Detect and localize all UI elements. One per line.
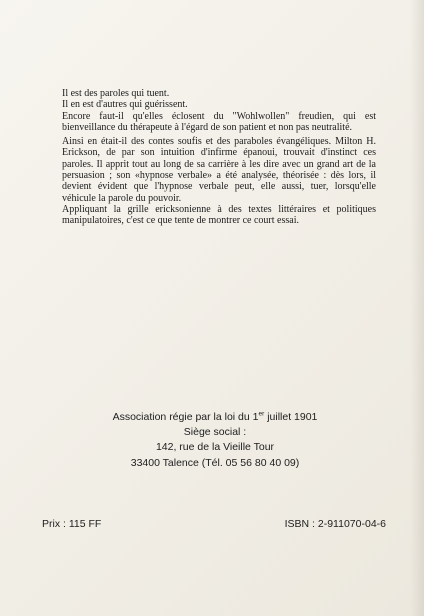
blurb-paragraph-1: Il est des paroles qui tuent. xyxy=(62,88,170,99)
head-office-label: Siège social : xyxy=(183,426,247,439)
city-phone: 33400 Talence (Tél. 05 56 80 40 09) xyxy=(130,456,300,469)
ordinal-suffix: er xyxy=(258,410,265,418)
street-address: 142, rue de la Vieille Tour xyxy=(155,441,275,454)
publisher-info xyxy=(70,410,360,471)
page-edge-shadow xyxy=(410,0,424,616)
blurb-paragraph-4: Ainsi en était-il des contes soufis et des paraboles évangéliques. Milton H. Erickson, de par son intuition d'infirme épanoui, trouvait d'instinct ces paroles. Il apprit tout au long de sa carrière à les dire avec un grand art de la persuasion ; son «hypnose verbale» a été analysée, théorisée : dès lors, il devient évident que l'hypnose verbale peut, elle aussi, tuer, lorsqu'elle véhicule la parole du pouvoir. xyxy=(62,136,376,204)
isbn-label: ISBN : 2-911070-04-6 xyxy=(284,518,386,530)
blurb-paragraph-2: Il en est d'autres qui guérissent. xyxy=(62,99,188,111)
association-status-line xyxy=(70,410,360,425)
association-status-date: juillet 1901 xyxy=(264,411,318,423)
blurb-paragraph-5: Appliquant la grille ericksonienne à des textes littéraires et politiques manipulatoires, c'est ce que tente de montrer ce court essai. xyxy=(62,203,376,227)
price-label: Prix : 115 FF xyxy=(42,518,102,530)
association-status-text: Association régie par la loi du 1 xyxy=(112,411,259,423)
blurb-text xyxy=(62,88,376,227)
blurb-paragraph-3: Encore faut-il qu'elles éclosent du "Wohlwollen" freudien, qui est bienveillance du thérapeute à l'égard de son patient et non pas neutralité. xyxy=(62,110,376,133)
